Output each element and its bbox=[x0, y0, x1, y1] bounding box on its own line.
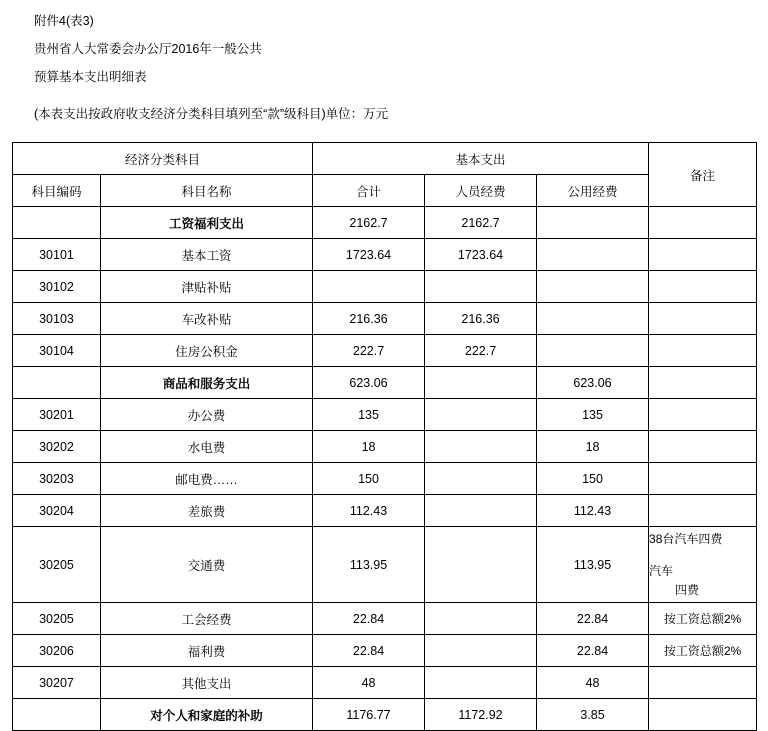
cell-personnel bbox=[425, 399, 537, 431]
cell-name: 水电费 bbox=[101, 431, 313, 463]
cell-name: 邮电费…… bbox=[101, 463, 313, 495]
header-economic-category: 经济分类科目 bbox=[13, 143, 313, 175]
remark-line-2: 汽车 bbox=[649, 564, 674, 579]
table-row bbox=[13, 367, 757, 399]
cell-total: 135 bbox=[313, 399, 425, 431]
cell-personnel bbox=[425, 367, 537, 399]
header-remark: 备注 bbox=[649, 143, 757, 207]
cell-remark bbox=[649, 239, 757, 271]
cell-code: 30204 bbox=[13, 495, 101, 527]
cell-personnel bbox=[425, 527, 537, 603]
cell-personnel bbox=[425, 635, 537, 667]
cell-code: 30203 bbox=[13, 463, 101, 495]
cell-total: 216.36 bbox=[313, 303, 425, 335]
cell-name: 工会经费 bbox=[101, 603, 313, 635]
cell-remark bbox=[649, 367, 757, 399]
cell-public: 18 bbox=[537, 431, 649, 463]
cell-name: 津贴补贴 bbox=[101, 271, 313, 303]
cell-public: 22.84 bbox=[537, 603, 649, 635]
table-group-header-row bbox=[13, 143, 757, 175]
table-row bbox=[13, 495, 757, 527]
cell-name: 其他支出 bbox=[101, 667, 313, 699]
cell-name: 交通费 bbox=[101, 527, 313, 603]
cell-total: 150 bbox=[313, 463, 425, 495]
cell-code: 30101 bbox=[13, 239, 101, 271]
cell-code: 30201 bbox=[13, 399, 101, 431]
cell-name: 商品和服务支出 bbox=[101, 367, 313, 399]
cell-remark bbox=[649, 271, 757, 303]
cell-remark: 按工资总额2% bbox=[649, 635, 757, 667]
cell-code: 30104 bbox=[13, 335, 101, 367]
cell-name: 福利费 bbox=[101, 635, 313, 667]
document-note: (本表支出按政府收支经济分类科目填列至“款”级科目)单位：万元 bbox=[34, 107, 389, 121]
cell-total: 222.7 bbox=[313, 335, 425, 367]
cell-total: 22.84 bbox=[313, 635, 425, 667]
cell-remark bbox=[649, 431, 757, 463]
table-row bbox=[13, 335, 757, 367]
cell-remark bbox=[649, 699, 757, 731]
header-code: 科目编码 bbox=[13, 175, 101, 207]
cell-public: 22.84 bbox=[537, 635, 649, 667]
table-row bbox=[13, 667, 757, 699]
cell-personnel bbox=[425, 271, 537, 303]
header-total: 合计 bbox=[313, 175, 425, 207]
cell-total: 1723.64 bbox=[313, 239, 425, 271]
cell-name: 差旅费 bbox=[101, 495, 313, 527]
cell-total: 623.06 bbox=[313, 367, 425, 399]
cell-public: 623.06 bbox=[537, 367, 649, 399]
cell-public bbox=[537, 303, 649, 335]
table-body bbox=[13, 207, 757, 731]
cell-remark bbox=[649, 399, 757, 431]
cell-personnel bbox=[425, 667, 537, 699]
budget-table bbox=[12, 142, 757, 731]
cell-personnel: 216.36 bbox=[425, 303, 537, 335]
cell-personnel bbox=[425, 431, 537, 463]
cell-personnel: 1172.92 bbox=[425, 699, 537, 731]
cell-public bbox=[537, 239, 649, 271]
cell-personnel: 1723.64 bbox=[425, 239, 537, 271]
cell-code bbox=[13, 699, 101, 731]
table-column-header-row bbox=[13, 175, 757, 207]
table-row bbox=[13, 603, 757, 635]
cell-personnel bbox=[425, 603, 537, 635]
header-personnel: 人员经费 bbox=[425, 175, 537, 207]
cell-remark bbox=[649, 527, 757, 603]
cell-name: 基本工资 bbox=[101, 239, 313, 271]
table-row bbox=[13, 635, 757, 667]
cell-code bbox=[13, 367, 101, 399]
cell-name: 住房公积金 bbox=[101, 335, 313, 367]
cell-total: 48 bbox=[313, 667, 425, 699]
cell-personnel: 2162.7 bbox=[425, 207, 537, 239]
table-row bbox=[13, 207, 757, 239]
cell-total: 112.43 bbox=[313, 495, 425, 527]
cell-total: 18 bbox=[313, 431, 425, 463]
table-row bbox=[13, 431, 757, 463]
cell-code: 30202 bbox=[13, 431, 101, 463]
cell-name: 工资福利支出 bbox=[101, 207, 313, 239]
cell-remark bbox=[649, 495, 757, 527]
cell-public: 150 bbox=[537, 463, 649, 495]
cell-personnel: 222.7 bbox=[425, 335, 537, 367]
document-title-line1: 贵州省人大常委会办公厅2016年一般公共 bbox=[34, 42, 262, 56]
table-row bbox=[13, 699, 757, 731]
cell-remark bbox=[649, 207, 757, 239]
cell-code: 30103 bbox=[13, 303, 101, 335]
cell-public: 3.85 bbox=[537, 699, 649, 731]
cell-remark bbox=[649, 667, 757, 699]
header-name: 科目名称 bbox=[101, 175, 313, 207]
table-row bbox=[13, 399, 757, 431]
cell-total: 22.84 bbox=[313, 603, 425, 635]
remark-line-3: 四费 bbox=[675, 582, 700, 597]
cell-total: 113.95 bbox=[313, 527, 425, 603]
document-title-line2: 预算基本支出明细表 bbox=[34, 70, 147, 84]
cell-public: 112.43 bbox=[537, 495, 649, 527]
cell-total: 2162.7 bbox=[313, 207, 425, 239]
remark-line-1: 38台汽车四费 bbox=[649, 531, 723, 546]
cell-name: 车改补贴 bbox=[101, 303, 313, 335]
cell-code: 30205 bbox=[13, 603, 101, 635]
cell-code: 30207 bbox=[13, 667, 101, 699]
cell-code: 30102 bbox=[13, 271, 101, 303]
cell-code: 30205 bbox=[13, 527, 101, 603]
cell-public bbox=[537, 335, 649, 367]
cell-remark bbox=[649, 303, 757, 335]
cell-code bbox=[13, 207, 101, 239]
cell-total bbox=[313, 271, 425, 303]
cell-remark bbox=[649, 463, 757, 495]
table-row bbox=[13, 463, 757, 495]
cell-total: 1176.77 bbox=[313, 699, 425, 731]
table-row bbox=[13, 271, 757, 303]
cell-personnel bbox=[425, 463, 537, 495]
cell-name: 对个人和家庭的补助 bbox=[101, 699, 313, 731]
cell-public: 48 bbox=[537, 667, 649, 699]
cell-personnel bbox=[425, 495, 537, 527]
cell-public: 113.95 bbox=[537, 527, 649, 603]
table-row bbox=[13, 527, 757, 603]
table-row bbox=[13, 239, 757, 271]
cell-code: 30206 bbox=[13, 635, 101, 667]
cell-remark: 按工资总额2% bbox=[649, 603, 757, 635]
table-row bbox=[13, 303, 757, 335]
cell-public bbox=[537, 207, 649, 239]
attachment-label: 附件4(表3) bbox=[34, 14, 94, 28]
cell-public: 135 bbox=[537, 399, 649, 431]
cell-name: 办公费 bbox=[101, 399, 313, 431]
cell-remark bbox=[649, 335, 757, 367]
header-public: 公用经费 bbox=[537, 175, 649, 207]
cell-public bbox=[537, 271, 649, 303]
header-basic-expenditure: 基本支出 bbox=[313, 143, 649, 175]
